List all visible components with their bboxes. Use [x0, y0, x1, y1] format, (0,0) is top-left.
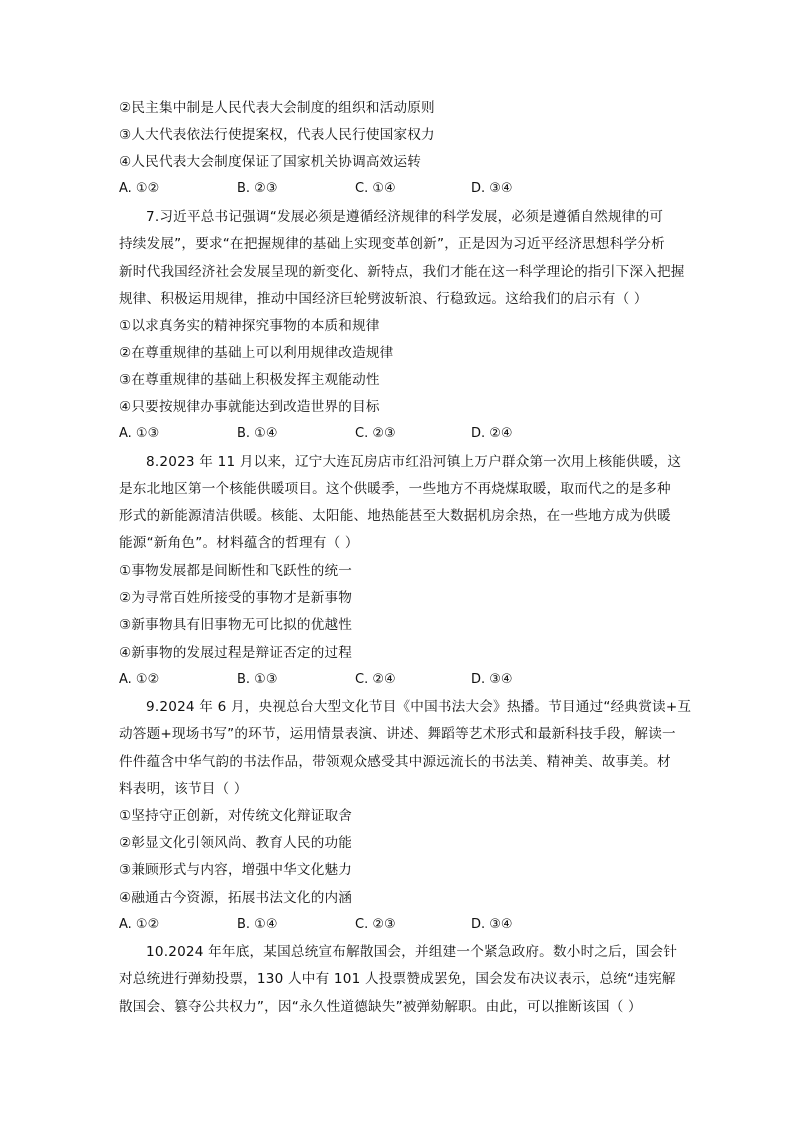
- q8-stem-line-3: 形式的新能源清洁供暖。核能、太阳能、地热能甚至大数据机房余热，在一些地方成为供暖: [119, 508, 671, 524]
- q9-item-1: ①坚持守正创新，对传统文化辩证取舍: [119, 808, 353, 824]
- q7-option-d: D. ②④: [471, 426, 513, 441]
- q6-option-a: A. ①②: [119, 181, 160, 196]
- q7-stem-line-2: 持续发展”，要求“在把握规律的基础上实现变革创新”，正是因为习近平经济思想科学分析: [119, 236, 665, 252]
- q9-item-2: ②彰显文化引领风尚、教育人民的功能: [119, 835, 353, 851]
- q8-item-3: ③新事物具有旧事物无可比拟的优越性: [119, 617, 353, 633]
- q10-stem-line-1: 10.2024 年年底，某国总统宣布解散国会，并组建一个紧急政府。数小时之后，国会针: [146, 944, 678, 960]
- q8-option-a: A. ①②: [119, 672, 160, 687]
- q9-option-b: B. ①④: [237, 917, 278, 932]
- q8-option-b: B. ①③: [237, 672, 278, 687]
- q6-item-4: ④人民代表大会制度保证了国家机关协调高效运转: [119, 154, 422, 170]
- q8-stem-line-1: 8.2023 年 11 月以来，辽宁大连瓦房店市红沿河镇上万户群众第一次用上核能供暖，这: [146, 454, 682, 470]
- q7-stem-line-3: 新时代我国经济社会发展呈现的新变化、新特点，我们才能在这一科学理论的指引下深入把握: [119, 264, 685, 280]
- q7-item-2: ②在尊重规律的基础上可以利用规律改造规律: [119, 345, 394, 361]
- q6-option-d: D. ③④: [471, 181, 513, 196]
- q7-stem-line-4: 规律、积极运用规律，推动中国经济巨轮劈波斩浪、行稳致远。这给我们的启示有（ ）: [119, 291, 648, 307]
- q7-option-b: B. ①④: [237, 426, 278, 441]
- q9-stem-line-2: 动答题+现场书写”的环节，运用情景表演、讲述、舞蹈等艺术形式和最新科技手段，解读一: [119, 726, 676, 742]
- q7-stem-line-1: 7.习近平总书记强调“发展必须是遵循经济规律的科学发展，必须是遵循自然规律的可: [146, 209, 664, 225]
- q9-option-d: D. ③④: [471, 917, 513, 932]
- q8-option-c: C. ②④: [355, 672, 396, 687]
- q8-item-2: ②为寻常百姓所接受的事物才是新事物: [119, 590, 353, 606]
- q9-stem-line-1: 9.2024 年 6 月，央视总台大型文化节目《中国书法大会》热播。节目通过“经典赏读+互: [146, 699, 692, 715]
- q8-option-d: D. ③④: [471, 672, 513, 687]
- q8-stem-line-4: 能源“新角色”。材料蕴含的哲理有（ ）: [119, 535, 359, 551]
- q9-item-3: ③兼顾形式与内容，增强中华文化魅力: [119, 862, 353, 878]
- q6-option-b: B. ②③: [237, 181, 278, 196]
- q9-option-a: A. ①②: [119, 917, 160, 932]
- q10-stem-line-2: 对总统进行弹劾投票，130 人中有 101 人投票赞成罢免，国会发布决议表示，总统“违宪解: [119, 971, 676, 987]
- q6-item-3: ③人大代表依法行使提案权，代表人民行使国家权力: [119, 127, 435, 143]
- q9-stem-line-4: 料表明，该节目（ ）: [119, 781, 248, 797]
- q9-item-4: ④融通古今资源，拓展书法文化的内涵: [119, 890, 353, 906]
- q7-item-1: ①以求真务实的精神探究事物的本质和规律: [119, 318, 380, 334]
- q6-item-2: ②民主集中制是人民代表大会制度的组织和活动原则: [119, 100, 435, 116]
- q8-stem-line-2: 是东北地区第一个核能供暖项目。这个供暖季，一些地方不再烧煤取暖，取而代之的是多种: [119, 481, 671, 497]
- q8-item-4: ④新事物的发展过程是辩证否定的过程: [119, 645, 353, 661]
- q6-option-c: C. ①④: [355, 181, 396, 196]
- q9-option-c: C. ②③: [355, 917, 396, 932]
- q10-stem-line-3: 散国会、篡夺公共权力”，因“永久性道德缺失”被弹劾解职。由此，可以推断该国（ ）: [119, 999, 642, 1015]
- q9-stem-line-3: 件件蕴含中华气韵的书法作品，带领观众感受其中源远流长的书法美、精神美、故事美。材: [119, 754, 671, 770]
- q7-item-3: ③在尊重规律的基础上积极发挥主观能动性: [119, 372, 380, 388]
- q7-option-c: C. ②③: [355, 426, 396, 441]
- q7-item-4: ④只要按规律办事就能达到改造世界的目标: [119, 399, 380, 415]
- q8-item-1: ①事物发展都是间断性和飞跃性的统一: [119, 563, 353, 579]
- q7-option-a: A. ①③: [119, 426, 160, 441]
